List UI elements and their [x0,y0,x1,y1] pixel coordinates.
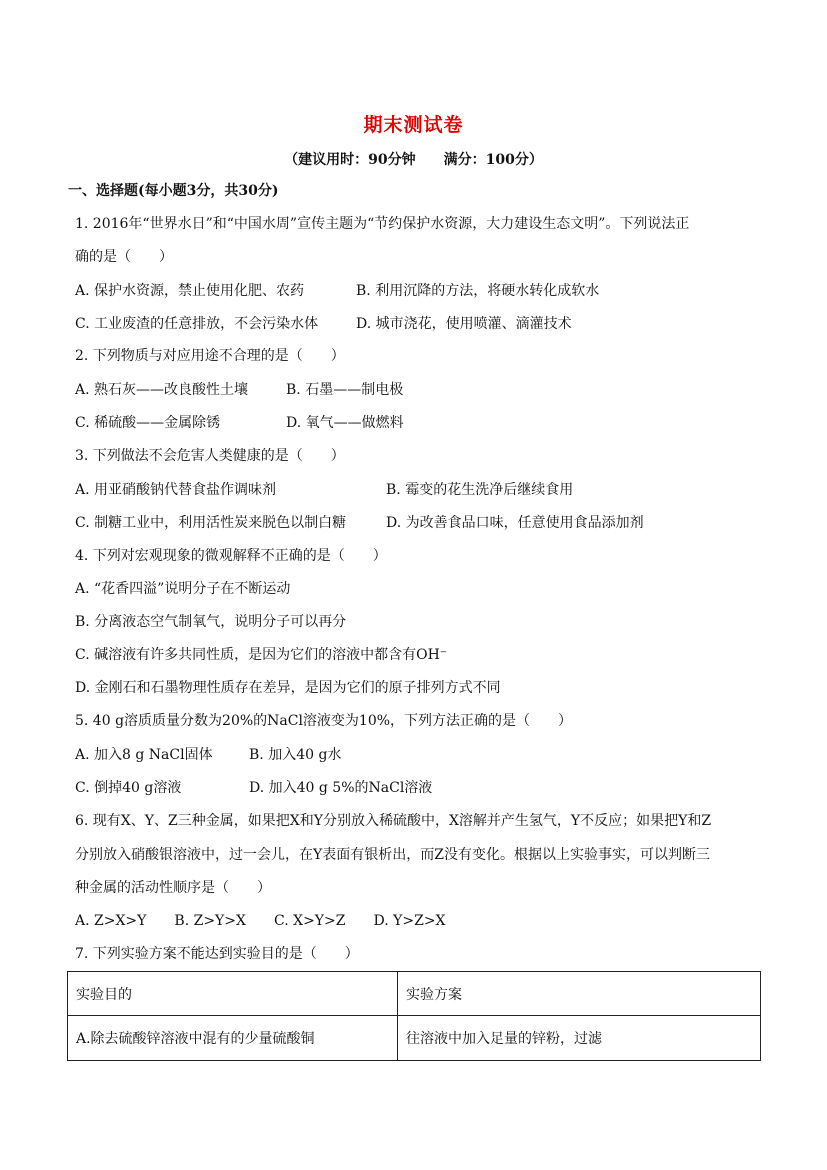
question-3-option-b: B. 霉变的花生洗净后继续食用 [386,482,574,498]
question-5-option-b: B. 加入40 g水 [249,747,342,763]
question-1-option-c: C. 工业废渣的任意排放，不会污染水体 [75,316,319,332]
question-4-option-a: A. “花香四溢”说明分子在不断运动 [75,581,291,597]
table-row [68,1016,761,1061]
question-5-stem: 5. 40 g溶质质量分数为20%的NaCl溶液变为10%，下列方法正确的是（ ） [75,713,573,729]
table-header-row [68,972,761,1016]
question-2-option-c: C. 稀硫酸——金属除锈 [75,415,221,431]
full-score: 满分：100分） [443,152,543,168]
question-3-option-a: A. 用亚硝酸钠代替食盐作调味剂 [75,482,277,498]
question-3-option-d: D. 为改善食品口味，任意使用食品添加剂 [386,515,644,531]
experiment-table [67,971,761,1061]
table-header-cell: 实验目的 [68,972,398,1016]
question-2-stem: 2. 下列物质与对应用途不合理的是（ ） [75,348,345,364]
table-cell: A.除去硫酸锌溶液中混有的少量硫酸铜 [68,1016,398,1061]
page-title: 期末测试卷 [363,114,464,136]
question-2-option-b: B. 石墨——制电极 [286,382,404,398]
question-5-option-c: C. 倒掉40 g溶液 [75,780,182,796]
question-1-stem-line1: 1. 2016年“世界水日”和“中国水周”宣传主题为“节约保护水资源，大力建设生态文明”。下列说法正 [75,216,690,232]
question-4-option-c: C. 碱溶液有许多共同性质，是因为它们的溶液中都含有OH⁻ [75,647,448,663]
question-1-option-a: A. 保护水资源，禁止使用化肥、农药 [75,283,305,299]
question-2-option-d: D. 氧气——做燃料 [286,415,404,431]
question-1-option-d: D. 城市浇花，使用喷灌、滴灌技术 [356,316,572,332]
question-4-option-d: D. 金刚石和石墨物理性质存在差异，是因为它们的原子排列方式不同 [75,680,501,696]
exam-info [0,149,827,169]
question-6-options: A. Z>X>Y B. Z>Y>X C. X>Y>Z D. Y>Z>X [75,913,446,929]
section-heading: 一、选择题(每小题3分，共30分) [68,183,279,199]
question-6-stem-line1: 6. 现有X、Y、Z三种金属，如果把X和Y分别放入稀硫酸中，X溶解并产生氢气，Y不反应；如果把Y和Z [75,813,712,829]
question-6-stem-line3: 种金属的活动性顺序是（ ） [75,880,271,896]
time-limit: （建议用时：90分钟 [284,152,416,168]
table-header-cell: 实验方案 [398,972,761,1016]
question-4-option-b: B. 分离液态空气制氧气，说明分子可以再分 [75,614,347,630]
question-5-option-a: A. 加入8 g NaCl固体 [75,747,213,763]
question-3-stem: 3. 下列做法不会危害人类健康的是（ ） [75,448,345,464]
question-4-stem: 4. 下列对宏观现象的微观解释不正确的是（ ） [75,548,387,564]
question-3-option-c: C. 制糖工业中，利用活性炭来脱色以制白糖 [75,515,347,531]
question-1-option-b: B. 利用沉降的方法，将硬水转化成软水 [356,283,600,299]
question-1-stem-line2: 确的是（ ） [75,249,173,265]
question-6-stem-line2: 分别放入硝酸银溶液中，过一会儿，在Y表面有银析出，而Z没有变化。根据以上实验事实，可以判断三 [75,847,710,863]
question-7-stem: 7. 下列实验方案不能达到实验目的是（ ） [75,946,359,962]
question-5-option-d: D. 加入40 g 5%的NaCl溶液 [249,780,433,796]
question-2-option-a: A. 熟石灰——改良酸性土壤 [75,382,249,398]
table-cell: 往溶液中加入足量的锌粉，过滤 [398,1016,761,1061]
